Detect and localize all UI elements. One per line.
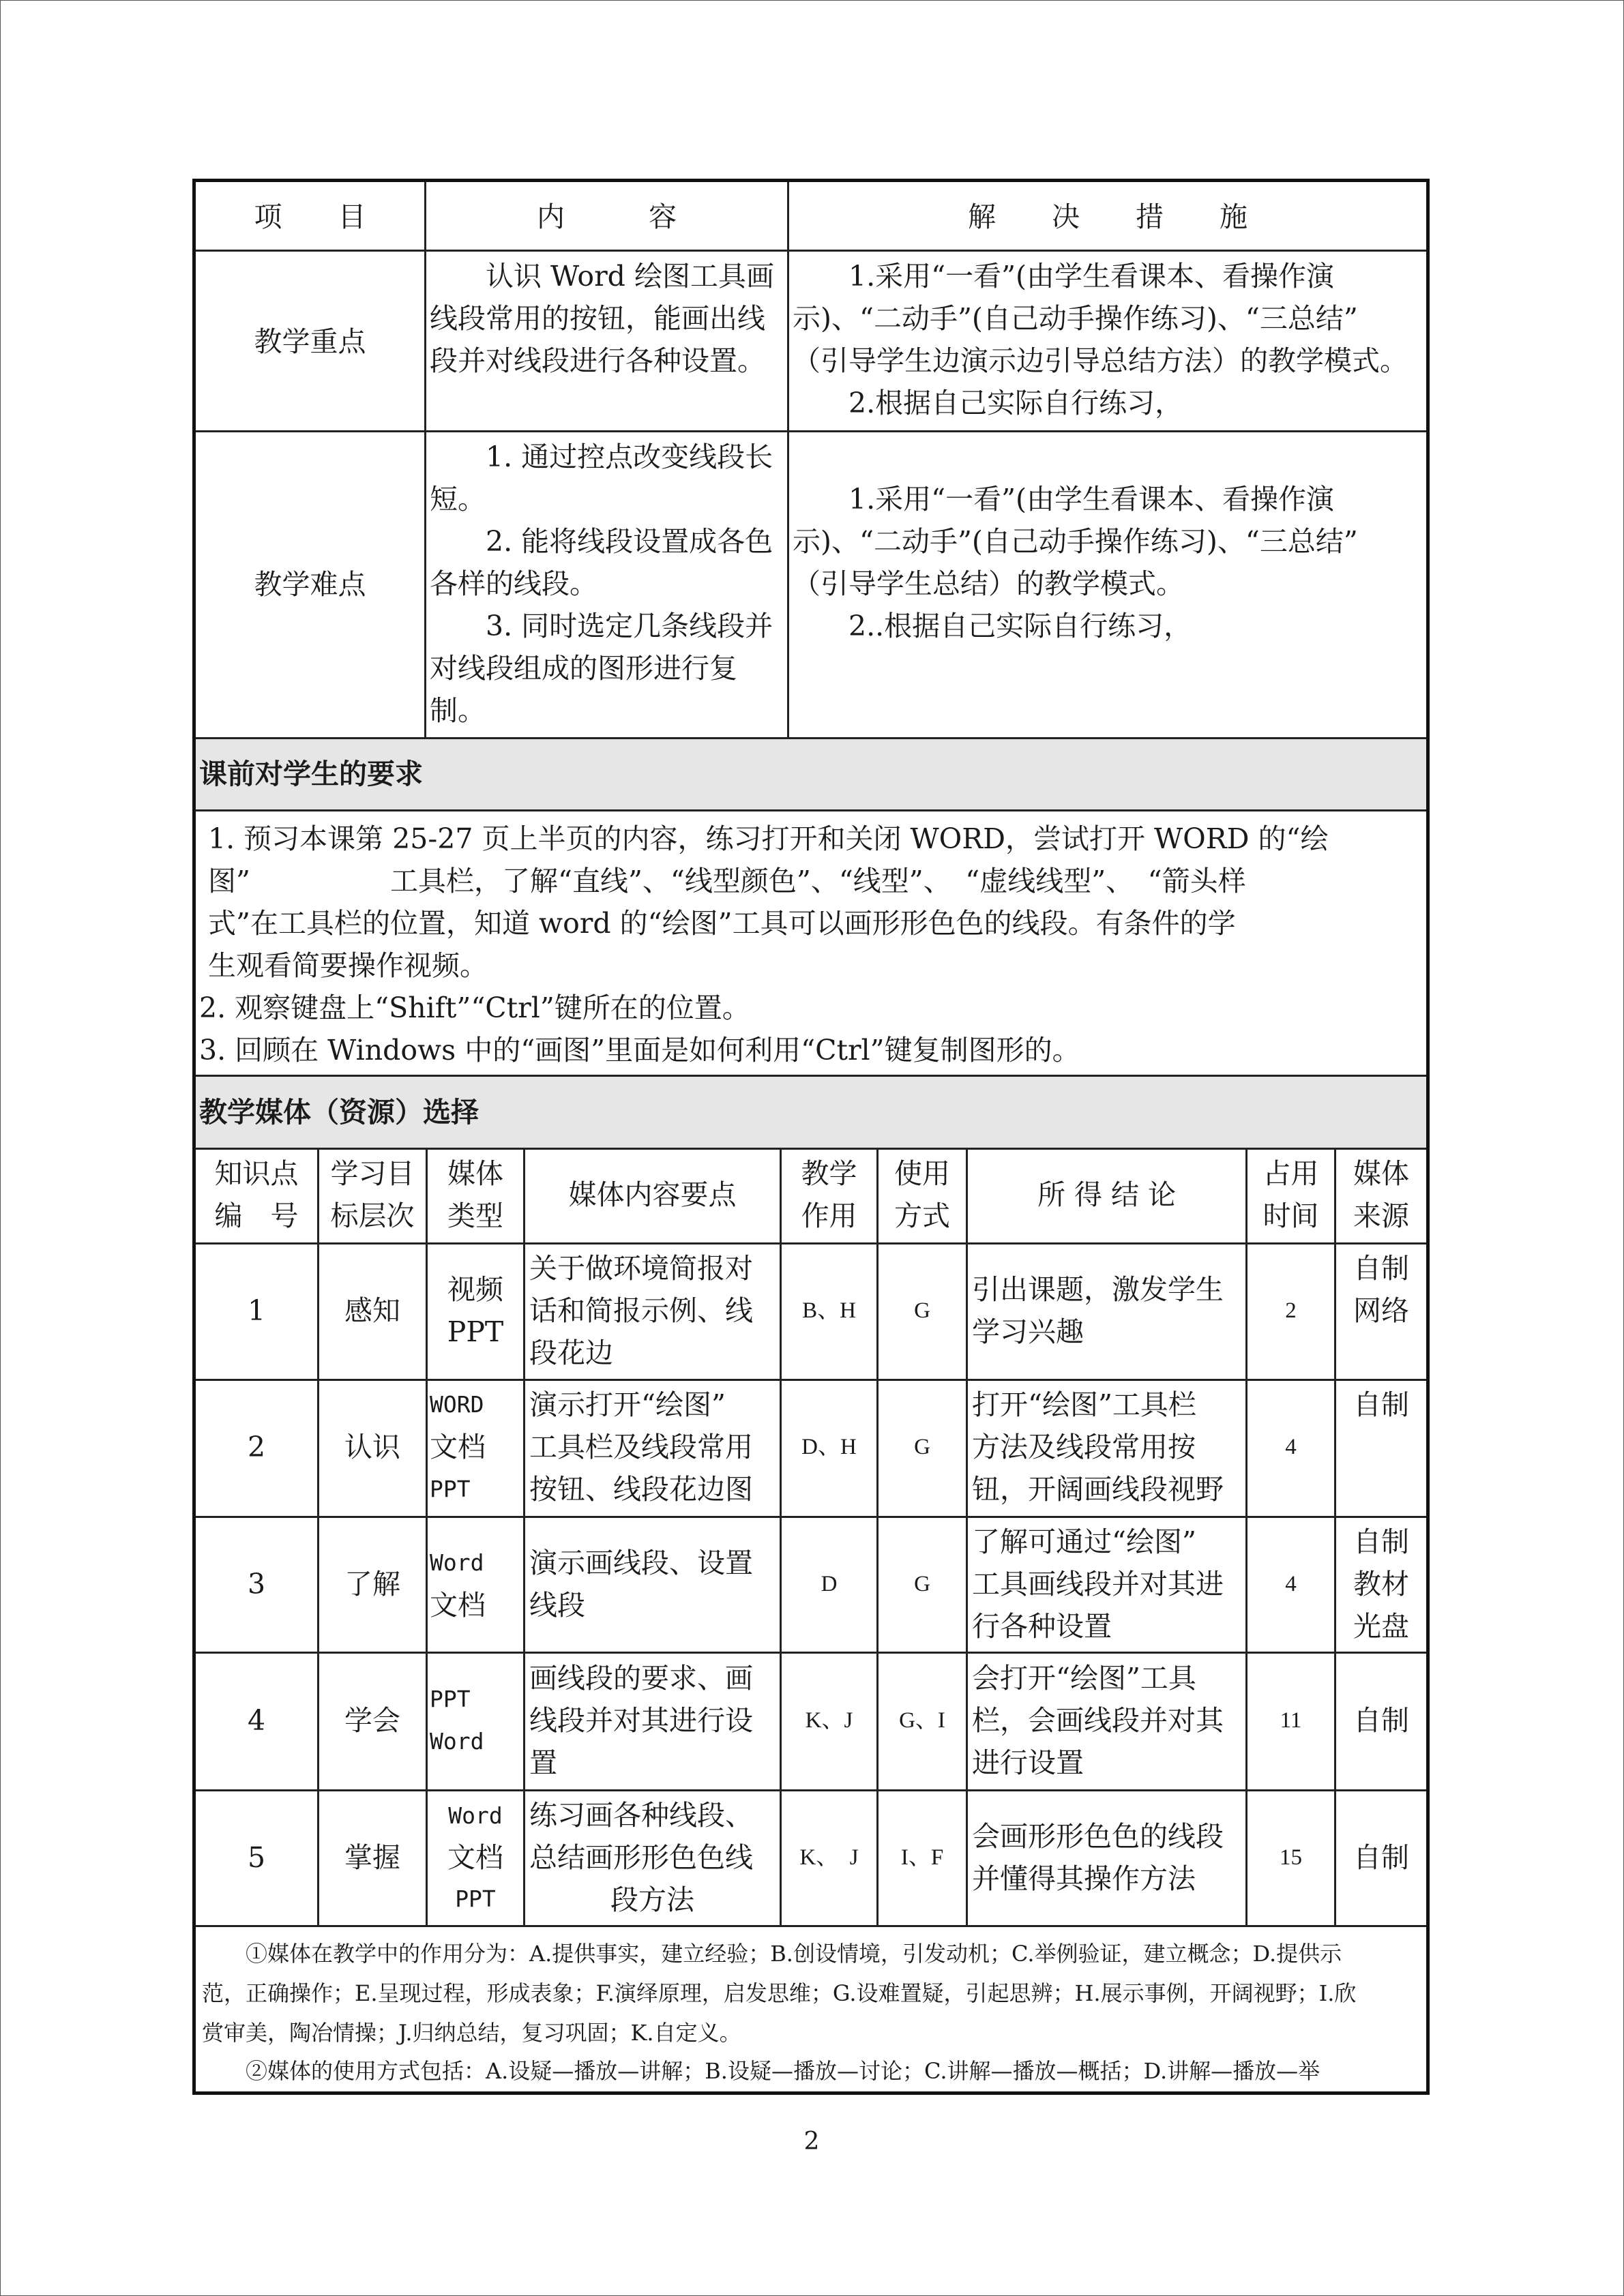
col-header-usage-mode: 方式 [894, 1199, 950, 1232]
difficult-points-content-line: 3. 同时选定几条线段并 [430, 610, 773, 642]
difficult-points-content-line: 2. 能将线段设置成各色 [430, 525, 773, 558]
table-cell-usage: G [914, 1298, 930, 1323]
col-header-knowledge-point: 编 号 [214, 1199, 299, 1232]
key-points-measure-line: 1.采用“一看”(由学生看课本、看操作演 [793, 260, 1335, 293]
table-cell-conclusion: 钮，开阔画线段视野 [972, 1473, 1224, 1506]
table-rule [196, 1379, 1426, 1381]
preclass-line: 1. 预习本课第 25-27 页上半页的内容，练习打开和关闭 WORD，尝试打开 WORD 的“绘 [199, 822, 1329, 855]
difficult-points-content-line: 各样的线段。 [430, 567, 597, 600]
col-header-time: 时间 [1263, 1199, 1319, 1232]
table-cell-content: 关于做环境简报对 [529, 1252, 753, 1285]
table-cell-time: 4 [1285, 1435, 1297, 1459]
difficult-points-measure-line: 1.采用“一看”(由学生看课本、看操作演 [793, 483, 1335, 516]
table-cell-conclusion: 引出课题，激发学生 [972, 1273, 1224, 1306]
table-cell-conclusion: 行各种设置 [972, 1610, 1112, 1643]
table-cell-role: D、H [801, 1435, 857, 1459]
table-cell-usage: G [914, 1572, 930, 1596]
difficult-points-measure-line: 2..根据自己实际自行练习， [793, 610, 1192, 642]
table-cell-type: Word [448, 1802, 503, 1829]
table-cell-conclusion: 会打开“绘图”工具 [972, 1662, 1196, 1695]
table-cell-content: 段花边 [529, 1337, 613, 1369]
table-cell-type: 文档 [430, 1431, 486, 1463]
table-cell-usage: G、I [899, 1708, 945, 1733]
table-cell-content: 线段并对其进行设 [529, 1704, 753, 1737]
table-cell-goal: 认识 [344, 1431, 400, 1463]
table-cell-type: Word [430, 1549, 484, 1576]
difficult-points-content-line: 短。 [430, 483, 486, 516]
preclass-line: 3. 回顾在 Windows 中的“画图”里面是如何利用“Ctrl”键复制图形的。 [199, 1034, 1080, 1067]
table-cell-content: 演示打开“绘图” [529, 1388, 726, 1421]
table-cell-number: 4 [247, 1704, 266, 1737]
media-title: 教学媒体（资源）选择 [199, 1096, 479, 1129]
table-cell-number: 2 [247, 1431, 266, 1463]
table-cell-type: PPT [447, 1315, 504, 1348]
table-rule [196, 1652, 1426, 1654]
table-rule [196, 1516, 1426, 1518]
header-content: 内 容 [537, 200, 677, 233]
difficult-points-content-line: 1. 通过控点改变线段长 [430, 441, 773, 473]
table-cell-role: D [821, 1572, 838, 1596]
table-cell-usage: G [914, 1435, 930, 1459]
table-cell-time: 2 [1285, 1298, 1297, 1323]
table-cell-content: 线段 [529, 1589, 585, 1622]
table-cell-type: WORD [430, 1391, 484, 1418]
table-rule [424, 182, 426, 738]
key-points-label: 教学重点 [254, 325, 366, 358]
table-cell-goal: 感知 [344, 1294, 400, 1327]
col-header-time: 占用 [1263, 1157, 1319, 1190]
table-rule [196, 1075, 1426, 1077]
table-rule [787, 182, 789, 738]
table-cell-conclusion: 栏，会画线段并对其 [972, 1704, 1224, 1737]
table-cell-number: 5 [247, 1841, 266, 1874]
difficult-points-label: 教学难点 [254, 568, 366, 601]
col-header-usage-mode: 使用 [894, 1157, 950, 1190]
table-rule [780, 1148, 782, 1926]
col-header-teaching-role: 作用 [801, 1199, 857, 1232]
table-rule [966, 1148, 968, 1926]
col-header-source: 媒体 [1353, 1157, 1409, 1190]
table-cell-conclusion: 工具画线段并对其进 [972, 1568, 1224, 1600]
table-cell-conclusion: 进行设置 [972, 1746, 1084, 1779]
media-note-line: ①媒体在教学中的作用分为：A.提供事实，建立经验；B.创设情境，引发动机；C.举例验证，建立概念；D.提供示 [202, 1941, 1342, 1967]
table-cell-source: 自制 [1353, 1525, 1409, 1558]
table-cell-type: 文档 [447, 1841, 503, 1874]
table-cell-source: 网络 [1353, 1294, 1409, 1327]
table-cell-source: 自制 [1353, 1252, 1409, 1285]
table-cell-content: 工具栏及线段常用 [529, 1431, 753, 1463]
media-note-line: 范，正确操作；E.呈现过程，形成表象；F.演绎原理，启发思维；G.设难置疑，引起思辨；H.展示事例，开阔视野；I.欣 [202, 1980, 1357, 2006]
page-number: 2 [803, 2128, 820, 2156]
table-rule [196, 737, 1426, 739]
col-header-media-content: 媒体内容要点 [568, 1178, 737, 1211]
table-cell-goal: 学会 [344, 1704, 400, 1737]
table-cell-content: 段方法 [610, 1883, 694, 1916]
media-note-line: 赏审美，陶冶情操；J.归纳总结，复习巩固；K.自定义。 [202, 2020, 741, 2046]
table-cell-time: 4 [1285, 1572, 1297, 1596]
table-cell-time: 11 [1280, 1708, 1302, 1733]
preclass-line: 生观看简要操作视频。 [199, 949, 488, 982]
difficult-points-measure-line: （引导学生总结）的教学模式。 [793, 567, 1184, 600]
table-cell-type: 视频 [447, 1273, 503, 1306]
table-cell-conclusion: 打开“绘图”工具栏 [972, 1388, 1196, 1421]
col-header-teaching-role: 教学 [801, 1157, 857, 1190]
table-cell-content: 练习画各种线段、 [529, 1799, 753, 1832]
table-cell-goal: 掌握 [344, 1841, 400, 1874]
table-rule [317, 1148, 319, 1926]
table-cell-number: 1 [247, 1294, 266, 1327]
table-cell-type: PPT [430, 1686, 471, 1712]
preclass-line: 2. 观察键盘上“Shift”“Ctrl”键所在的位置。 [199, 992, 750, 1024]
table-cell-source: 自制 [1353, 1388, 1409, 1421]
col-header-knowledge-point: 知识点 [214, 1157, 299, 1190]
key-points-content-line: 线段常用的按钮，能画出线 [430, 302, 765, 335]
table-cell-type: 文档 [430, 1589, 486, 1622]
key-points-content-line: 段并对线段进行各种设置。 [430, 344, 765, 377]
table-cell-usage: I、F [900, 1845, 944, 1870]
lesson-plan-table [192, 179, 1430, 2095]
table-rule [196, 1925, 1426, 1927]
preclass-title: 课前对学生的要求 [199, 758, 423, 790]
table-cell-role: K、J [805, 1708, 853, 1733]
difficult-points-content-line: 对线段组成的图形进行复 [430, 652, 737, 685]
table-cell-conclusion: 方法及线段常用按 [972, 1431, 1196, 1463]
preclass-line: 式”在工具栏的位置，知道 word 的“绘图”工具可以画形形色色的线段。有条件的学 [199, 907, 1236, 940]
media-note-line: ②媒体的使用方式包括：A.设疑—播放—讲解；B.设疑—播放—讨论；C.讲解—播放—概括；D.讲解—播放—举 [202, 2058, 1320, 2084]
table-rule [196, 809, 1426, 811]
col-header-goal-level: 学习目 [330, 1157, 415, 1190]
difficult-points-content-line: 制。 [430, 694, 486, 727]
table-rule [196, 430, 1426, 432]
difficult-points-measure-line: 示)、“二动手”(自己动手操作练习)、“三总结” [793, 525, 1358, 558]
table-cell-conclusion: 学习兴趣 [972, 1315, 1084, 1348]
table-cell-conclusion: 并懂得其操作方法 [972, 1862, 1196, 1895]
table-cell-content: 演示画线段、设置 [529, 1547, 753, 1579]
col-header-source: 来源 [1353, 1199, 1409, 1232]
table-rule [196, 250, 1426, 252]
key-points-measure-line: 2.根据自己实际自行练习， [793, 387, 1183, 419]
table-cell-content: 按钮、线段花边图 [529, 1473, 753, 1506]
table-cell-type: PPT [430, 1476, 471, 1502]
col-header-media-type: 类型 [447, 1199, 503, 1232]
col-header-media-type: 媒体 [447, 1157, 503, 1190]
table-cell-time: 15 [1280, 1845, 1302, 1870]
key-points-measure-line: （引导学生边演示边引导总结方法）的教学模式。 [793, 344, 1408, 377]
table-cell-conclusion: 了解可通过“绘图” [972, 1525, 1196, 1558]
table-cell-source: 教材 [1353, 1568, 1409, 1600]
table-rule [196, 1789, 1426, 1791]
key-points-measure-line: 示)、“二动手”(自己动手操作练习)、“三总结” [793, 302, 1358, 335]
table-rule [196, 1242, 1426, 1244]
header-project: 项 目 [254, 200, 366, 233]
table-cell-type: Word [430, 1728, 484, 1755]
table-cell-content: 总结画形形色色线 [529, 1841, 753, 1874]
key-points-content-line: 认识 Word 绘图工具画 [430, 260, 774, 293]
table-cell-source: 自制 [1353, 1704, 1409, 1737]
table-rule [523, 1148, 525, 1926]
table-rule [1245, 1148, 1247, 1926]
table-cell-content: 话和简报示例、线 [529, 1294, 753, 1327]
table-cell-goal: 了解 [344, 1568, 400, 1600]
table-cell-role: B、H [802, 1298, 856, 1323]
table-cell-number: 3 [247, 1568, 266, 1600]
table-cell-role: K、 J [799, 1845, 859, 1870]
table-rule [876, 1148, 879, 1926]
table-cell-source: 自制 [1353, 1841, 1409, 1874]
col-header-conclusion: 所 得 结 论 [1037, 1178, 1177, 1211]
table-cell-content: 置 [529, 1746, 557, 1779]
header-measures: 解 决 措 施 [968, 200, 1247, 233]
table-cell-conclusion: 会画形形色色的线段 [972, 1820, 1224, 1853]
table-cell-type: PPT [455, 1885, 496, 1912]
col-header-goal-level: 标层次 [330, 1199, 415, 1232]
table-rule [196, 1148, 1426, 1150]
table-cell-source: 光盘 [1353, 1610, 1409, 1643]
table-cell-content: 画线段的要求、画 [529, 1662, 753, 1695]
preclass-line: 图” 工具栏，了解“直线”、“线型颜色”、“线型”、 “虚线线型”、 “箭头样 [199, 865, 1246, 897]
